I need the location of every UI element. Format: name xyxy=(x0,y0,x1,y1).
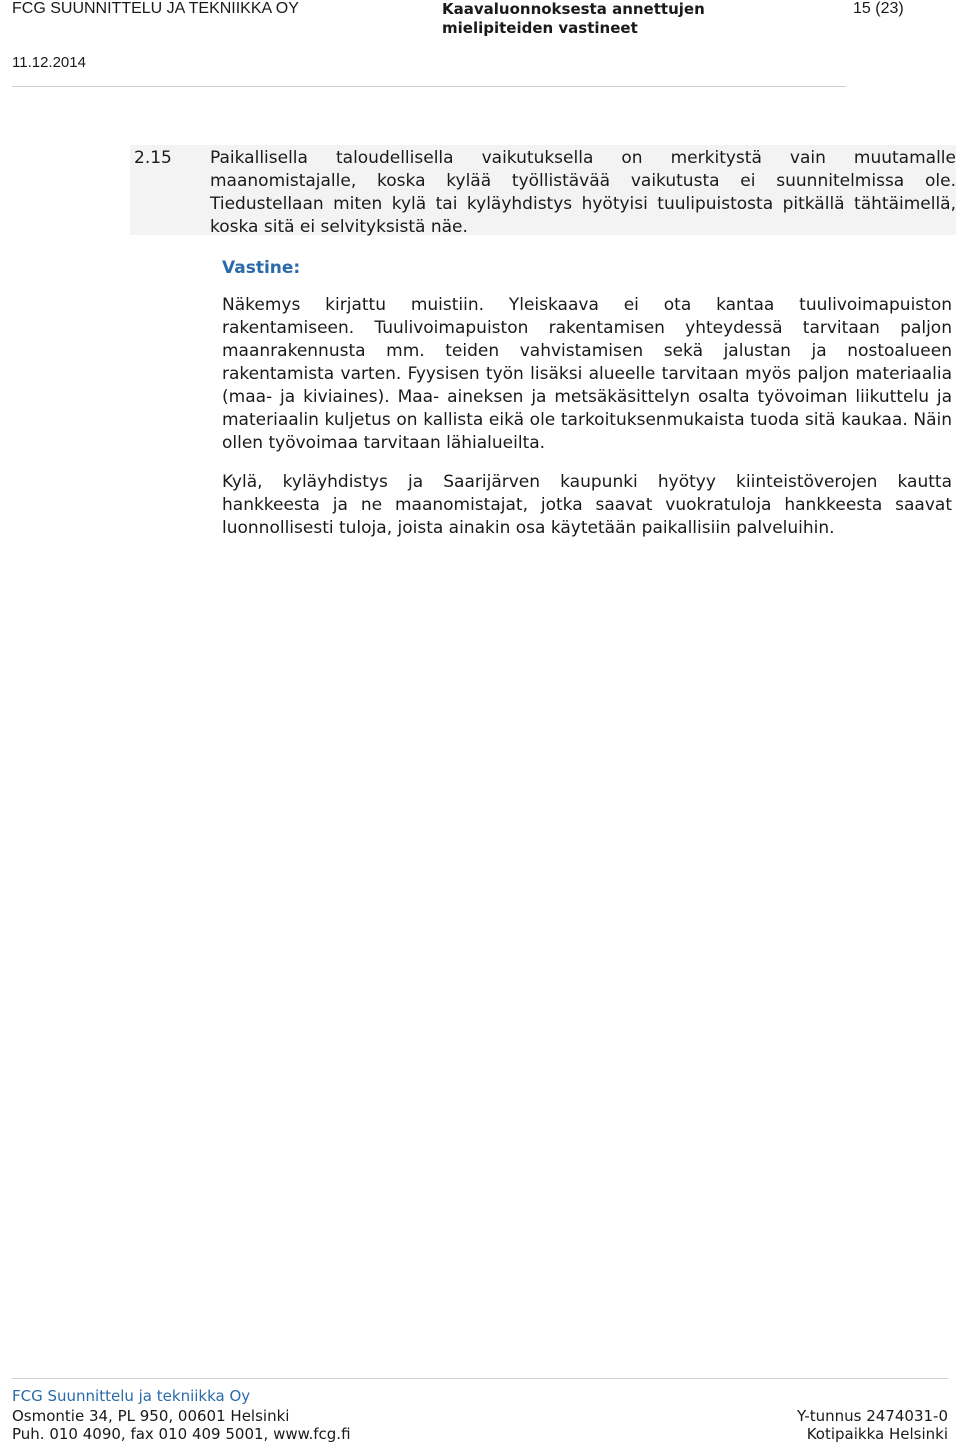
footer-domicile: Kotipaikka Helsinki xyxy=(806,1425,948,1443)
header-title-line1: Kaavaluonnoksesta annettujen xyxy=(442,0,705,18)
header-title-line2: mielipiteiden vastineet xyxy=(442,19,638,37)
comment-number: 2.15 xyxy=(134,148,172,168)
header-divider xyxy=(12,86,846,87)
header-company: FCG SUUNNITTELU JA TEKNIIKKA OY xyxy=(12,0,299,17)
response-paragraph-2: Kylä, kyläyhdistys ja Saarijärven kaupunki hyötyy kiinteistöverojen kautta hankkeesta ja ne maanomistajat, jotka saavat vuokratuloja hankkeesta saavat luonnollisesti tuloja, joista ainakin osa käytetään paikallisiin palveluihin. xyxy=(222,472,952,538)
footer-address: Osmontie 34, PL 950, 00601 Helsinki xyxy=(12,1407,290,1425)
response-label: Vastine: xyxy=(222,258,301,278)
header-date: 11.12.2014 xyxy=(12,54,86,71)
header-page-number: 15 (23) xyxy=(853,0,904,17)
footer-business-id: Y-tunnus 2474031-0 xyxy=(796,1407,948,1425)
comment-text: Paikallisella taloudellisella vaikutuksella on merkitystä vain muutamalle maanomistajalle, koska kylää työllistävää vaikutusta ei suunnitelmissa ole. Tiedustellaan miten kylä tai kyläyhdistys hyötyisi tuulipuistosta pitkällä tähtäimellä, koska sitä ei selvityksistä näe. xyxy=(210,148,956,237)
footer-divider xyxy=(12,1378,948,1379)
footer-company: FCG Suunnittelu ja tekniikka Oy xyxy=(12,1387,251,1405)
response-paragraph-1: Näkemys kirjattu muistiin. Yleiskaava ei ota kantaa tuulivoimapuiston rakentamiseen. Tuulivoimapuiston rakentamisen yhteydessä tarvitaan paljon maanrakennusta mm. teiden vahvistamisen sekä jalustan ja nostoalueen rakentamista varten. Fyysisen työn lisäksi alueelle tarvitaan myös paljon materiaalia (maa- ja kiviaines). Maa- aineksen ja metsäkäsittelyn osalta työvoiman liikuttelu ja materiaalin kuljetus on kallista eikä ole tarkoituksenmukaista tuoda sitä kaukaa. Näin ollen työvoimaa tarvitaan lähialueilta. xyxy=(222,295,952,453)
footer-contact: Puh. 010 4090, fax 010 409 5001, www.fcg.fi xyxy=(12,1425,351,1443)
